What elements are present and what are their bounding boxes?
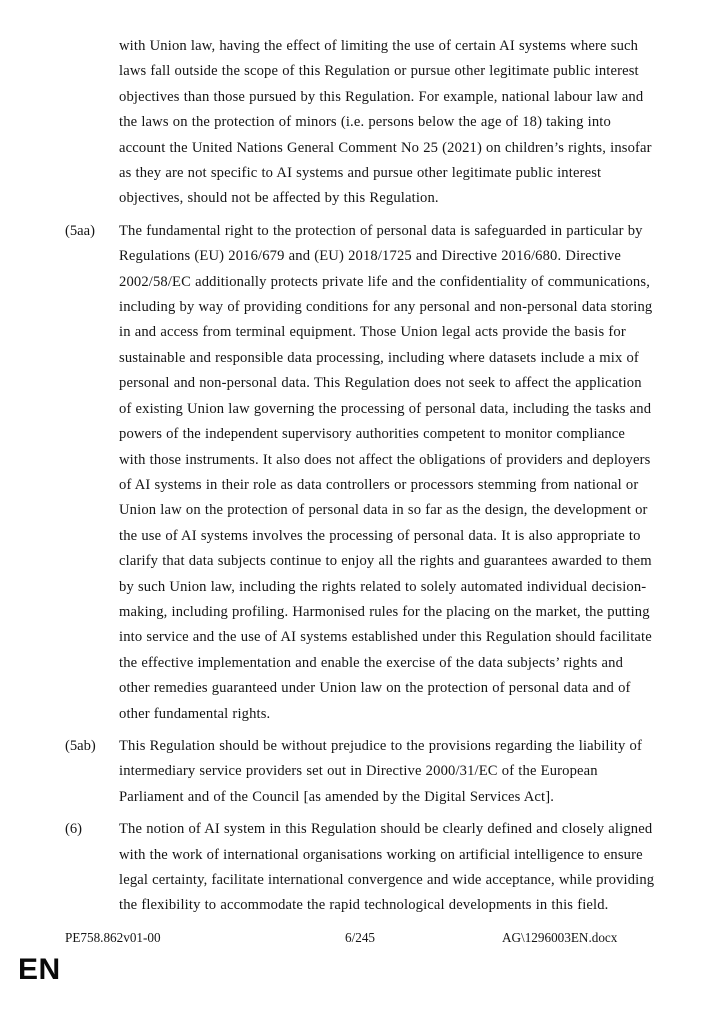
document-body [65, 34, 655, 926]
language-mark: EN [18, 953, 61, 986]
page-footer [65, 928, 655, 948]
paragraph-marker: (6) [65, 821, 83, 838]
paragraph-text: The notion of AI system in this Regulation should be clearly defined and closely aligned with the work of international organisations working on artificial intelligence to ensure legal certainty, facilitate international convergence and wide acceptance, while providing the flexibility to accommodate the rapid technological developments in this field. [119, 821, 655, 914]
footer-file-name: AG\1296003EN.docx [502, 930, 618, 945]
recital-6 [65, 817, 655, 919]
paragraph-text: The fundamental right to the protection of personal data is safeguarded in particular by Regulations (EU) 2016/679 and (EU) 2018/1725 and Directive 2016/680. Directive 2002/58/EC additionally protects private life and the confidentiality of communications, including by way of providing conditions for any personal and non-personal data storing in and access from terminal equipment. Those Union legal acts provide the basis for sustainable and responsible data processing, including where datasets include a mix of personal and non-personal data. This Regulation does not seek to affect the application of existing Union law governing the processing of personal data, including the tasks and powers of the independent supervisory authorities competent to monitor compliance with those instruments. It also does not affect the obligations of providers and deployers of AI systems in their role as data controllers or processors stemming from national or Union law on the protection of personal data in so far as the design, the development or the use of AI systems involves the processing of personal data. It is also appropriate to clarify that data subjects continue to enjoy all the rights and guarantees awarded to them by such Union law, including the rights related to solely automated individual decision-making, including profiling. Harmonised rules for the placing on the market, the putting into service and the use of AI systems established under this Regulation should facilitate the effective implementation and enable the exercise of the data subjects’ rights and other remedies guaranteed under Union law on the protection of personal data and of other fundamental rights. [119, 222, 653, 722]
paragraph-marker: (5ab) [65, 737, 96, 754]
recital-5ab [65, 734, 655, 810]
paragraph-continuation [65, 34, 655, 212]
footer-document-reference: PE758.862v01-00 [65, 930, 161, 945]
paragraph-text: This Regulation should be without prejudice to the provisions regarding the liability of intermediary service providers set out in Directive 2000/31/EC of the European Parliament and of the Council [as amended by the Digital Services Act]. [119, 737, 642, 805]
paragraph-text: with Union law, having the effect of limiting the use of certain AI systems where such laws fall outside the scope of this Regulation or pursue other legitimate public interest objectives than those pursued by this Regulation. For example, national labour law and the laws on the protection of minors (i.e. persons below the age of 18) taking into account the United Nations General Comment No 25 (2021) on children’s rights, insofar as they are not specific to AI systems and pursue other legitimate public interest objectives, should not be affected by this Regulation. [119, 38, 652, 207]
recital-5aa [65, 219, 655, 727]
footer-page-number: 6/245 [344, 930, 376, 945]
paragraph-marker: (5aa) [65, 222, 95, 239]
